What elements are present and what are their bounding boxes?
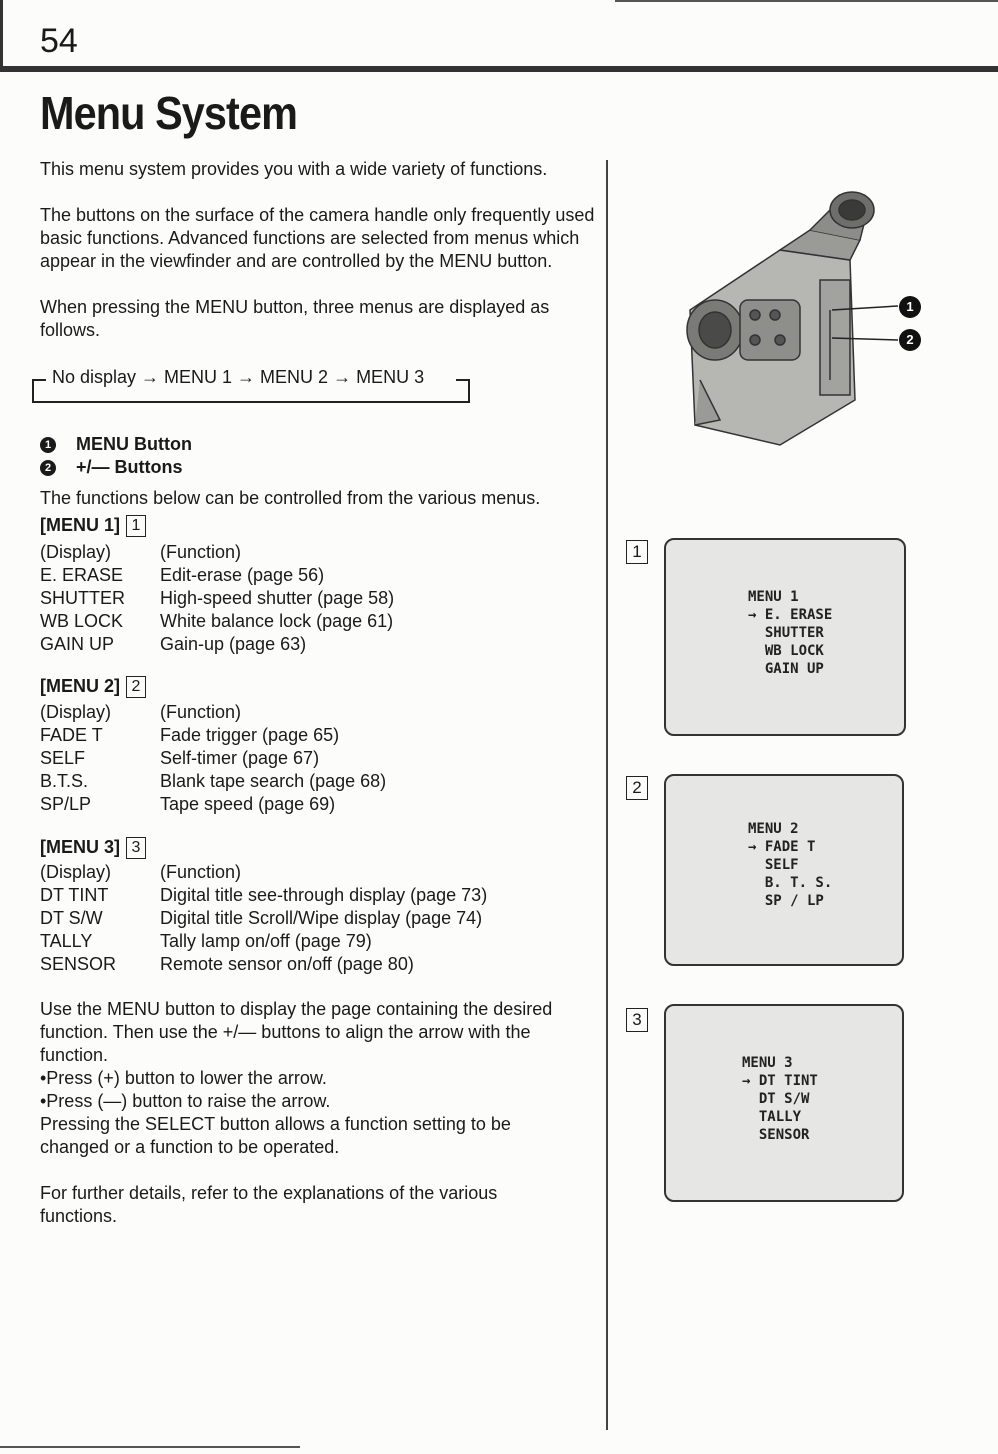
callout-1-icon: 1 — [899, 296, 921, 318]
screen-1-text: MENU 1 → E. ERASE SHUTTER WB LOCK GAIN UP — [748, 589, 833, 677]
menu-3-box: 3 — [126, 837, 146, 859]
table-row: DT TINT Digital title see-through display (page 73) — [40, 885, 488, 905]
screen-2-text: MENU 2 → FADE T SELF B. T. S. SP / LP — [748, 821, 833, 909]
page-number: 54 — [40, 22, 78, 60]
table-row: SELF Self-timer (page 67) — [40, 748, 320, 768]
left-edge-rule — [0, 0, 3, 70]
screen-2-number: 2 — [626, 776, 648, 800]
table-row: DT S/W Digital title Scroll/Wipe display (page 74) — [40, 908, 483, 928]
menu-1-heading: [MENU 1] 1 — [40, 515, 146, 537]
top-right-rule — [615, 0, 998, 2]
usage-press-plus: •Press (+) button to lower the arrow. — [40, 1068, 327, 1088]
plus-minus-buttons-label: +/— Buttons — [76, 457, 183, 477]
camcorder-illustration — [660, 180, 930, 450]
menu-1-table: (Display) (Function) E. ERASE Edit-erase (page 56) SHUTTER High-speed shutter (page 58) WB LOCK White balance lock (page 61) GAIN UP Gain-up (page 63) — [40, 542, 395, 654]
table-row: SENSOR Remote sensor on/off (page 80) — [40, 954, 414, 974]
usage-select: Pressing the SELECT button allows a function setting to be changed or a function to be operated. — [40, 1114, 511, 1157]
menu-1-box: 1 — [126, 515, 146, 537]
screen-1-number: 1 — [626, 540, 648, 564]
table-row: FADE T Fade trigger (page 65) — [40, 725, 340, 745]
menu-button-label: MENU Button — [76, 434, 192, 454]
table-row: WB LOCK White balance lock (page 61) — [40, 611, 394, 631]
table-row: E. ERASE Edit-erase (page 56) — [40, 565, 325, 585]
table-row: TALLY Tally lamp on/off (page 79) — [40, 931, 372, 951]
menu-2-table: (Display) (Function) FADE T Fade trigger (page 65) SELF Self-timer (page 67) B.T.S. Blank tape search (page 68) SP/LP Tape speed (page 69) — [40, 702, 387, 814]
intro-paragraph-2: The buttons on the surface of the camera handle only frequently used basic functions. Advanced functions are selected from menus which appear in the viewfinder and are controlled by the MENU button. — [40, 205, 595, 271]
viewfinder-screen-1 — [664, 538, 906, 736]
page-title: Menu System — [40, 87, 297, 139]
screen-3-text: MENU 3 → DT TINT DT S/W TALLY SENSOR — [742, 1055, 818, 1143]
table-row: SHUTTER High-speed shutter (page 58) — [40, 588, 395, 608]
screen-3-number: 3 — [626, 1008, 648, 1032]
menu-2-heading: [MENU 2] 2 — [40, 676, 146, 698]
usage-paragraph: Use the MENU button to display the page containing the desired function. Then use the +/— buttons to align the arrow with the function. — [40, 999, 553, 1065]
further-details: For further details, refer to the explanations of the various functions. — [40, 1183, 498, 1226]
usage-press-minus: •Press (—) button to raise the arrow. — [40, 1091, 331, 1111]
callout-1-icon: 1 — [40, 437, 56, 453]
menu-2-box: 2 — [126, 676, 146, 698]
table-row: B.T.S. Blank tape search (page 68) — [40, 771, 387, 791]
functions-intro: The functions below can be controlled from the various menus. — [40, 488, 541, 508]
intro-paragraph-3: When pressing the MENU button, three menus are displayed as follows. — [40, 297, 550, 340]
table-row: GAIN UP Gain-up (page 63) — [40, 634, 307, 654]
header-rule — [0, 66, 998, 72]
menu-3-heading: [MENU 3] 3 — [40, 837, 146, 859]
viewfinder-screen-2 — [664, 774, 904, 966]
menu-cycle-diagram — [32, 367, 470, 403]
menu-cycle-text: No display → MENU 1 → MENU 2 → MENU 3 — [52, 367, 425, 387]
menu-3-table: (Display) (Function) DT TINT Digital title see-through display (page 73) DT S/W Digital title Scroll/Wipe display (page 74) TALLY Tally lamp on/off (page 79) SENSOR Remote sensor on/off (page 80) — [40, 862, 488, 974]
table-row: SP/LP Tape speed (page 69) — [40, 794, 336, 814]
footer-rule — [0, 1446, 300, 1448]
intro-paragraph-1: This menu system provides you with a wide variety of functions. — [40, 159, 548, 179]
callout-2-icon: 2 — [40, 460, 56, 476]
viewfinder-screen-3 — [664, 1004, 904, 1202]
callout-2-icon: 2 — [899, 329, 921, 351]
column-divider — [606, 160, 608, 1430]
